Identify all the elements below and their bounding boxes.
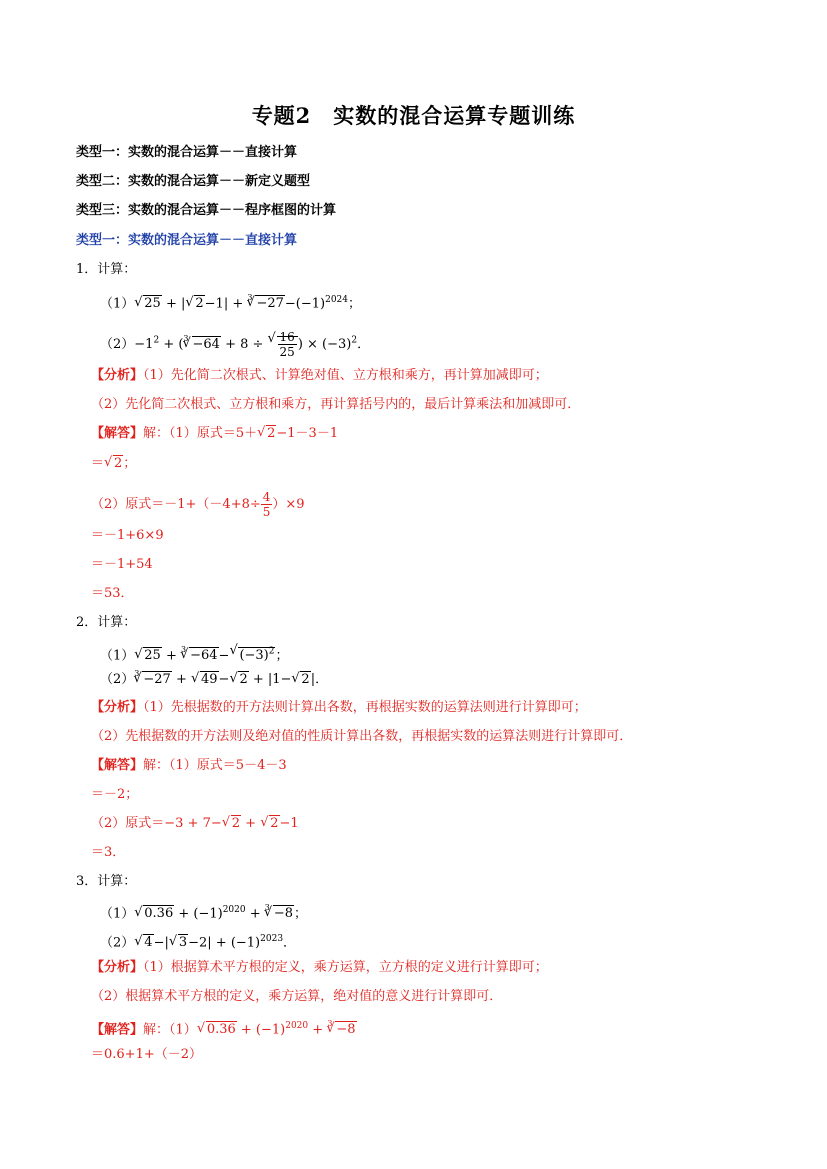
q3-part2-expression: （2）√ 4−|√ $3-2| + (-1)^{2023}$． [100,929,296,953]
type-2-line: 类型二：实数的混合运算－－新定义题型 [76,174,311,189]
q3-analysis-2: （2）根据算术平方根的定义，乘方运算，绝对值的意义进行计算即可． [91,989,503,1004]
q3-number: 3．计算： [76,874,137,889]
q3-analysis-1: 【分析】（1）根据算术平方根的定义，乘方运算，立方根的定义进行计算即可； [91,960,548,975]
analysis-label: 【分析】 [91,368,144,383]
q1-solution-2a: （2）原式＝－1+（－4+8÷ $\frac{4}{5}$ ）×9 [91,490,305,519]
q2-solution-1a: 【解答】解：（1）原式＝5－4－3 [91,758,287,773]
q3-solution-1a: 【解答】解：（1）√ $0.36 + (-1)^{2020} + ^3√ -8$ [91,1016,357,1041]
type-1-line: 类型一：实数的混合运算－－直接计算 [76,145,298,160]
q1-analysis-1: 【分析】（1）先化简二次根式、计算绝对值、立方根和乘方，再计算加减即可； [91,368,548,383]
q1-analysis-2: （2）先化简二次根式、立方根和乘方，再计算括号内的，最后计算乘法和加减即可． [91,397,581,412]
q1-solution-2b: ＝－1+6×9 [91,528,164,543]
q1-solution-1a: 【解答】解：（1）原式＝5＋√ 2−1－3－1 [91,424,338,444]
q1-part1-expression: （1）√ 25 + |√ $2-1| + ^3√ -27-(-1)^{2024}$； [100,290,361,315]
q2-number: 2．计算： [76,615,137,630]
q2-analysis-2: （2）先根据数的开方法则及绝对值的性质计算出各数，再根据实数的运算法则进行计算即可． [91,729,633,744]
q2-solution-2b: ＝3． [91,845,126,860]
q1-part2-expression: $(2)-1^2 + (^3√ -64 + 8$ ÷ √ $\frac{16}{25}$ ) × $(-3)^2$． [100,330,370,359]
q1-solution-2c: ＝－1+54 [91,557,153,572]
q1-number: 1．计算： [76,262,137,277]
q3-solution-1b: ＝0.6+1+（－2） [91,1047,203,1062]
part-label: （2） [100,337,135,352]
section-heading: 类型一：实数的混合运算－－直接计算 [76,233,298,248]
q3-part1-expression: （1）√ $0.36 + (-1)^{2020} + ^3√ -8$； [100,900,307,925]
q2-analysis-1: 【分析】（1）先根据数的开方法则计算出各数，再根据实数的运算法则进行计算即可； [91,700,587,715]
q1-solution-2d: ＝53． [91,586,134,601]
part-label: （1） [100,296,135,312]
q1-solution-1b: ＝√ 2； [91,454,136,474]
answer-label: 【解答】 [91,426,144,441]
page-title: 专题2 实数的混合运算专题训练 [251,103,576,128]
q2-solution-2a: （2）原式＝−3 + 7−√ 2 + √ 2−1 [91,814,299,834]
type-3-line: 类型三：实数的混合运算－－程序框图的计算 [76,203,337,218]
q2-solution-1b: ＝－2； [91,787,139,802]
q2-part1-expression: （1）√ 25 + $^3$√ −64−√ $(-3)^2$； [100,642,289,667]
q2-part2-expression: $(2)^3√ -27$ + √ 49−√ 2 + |1−√ 2|． [100,670,328,691]
